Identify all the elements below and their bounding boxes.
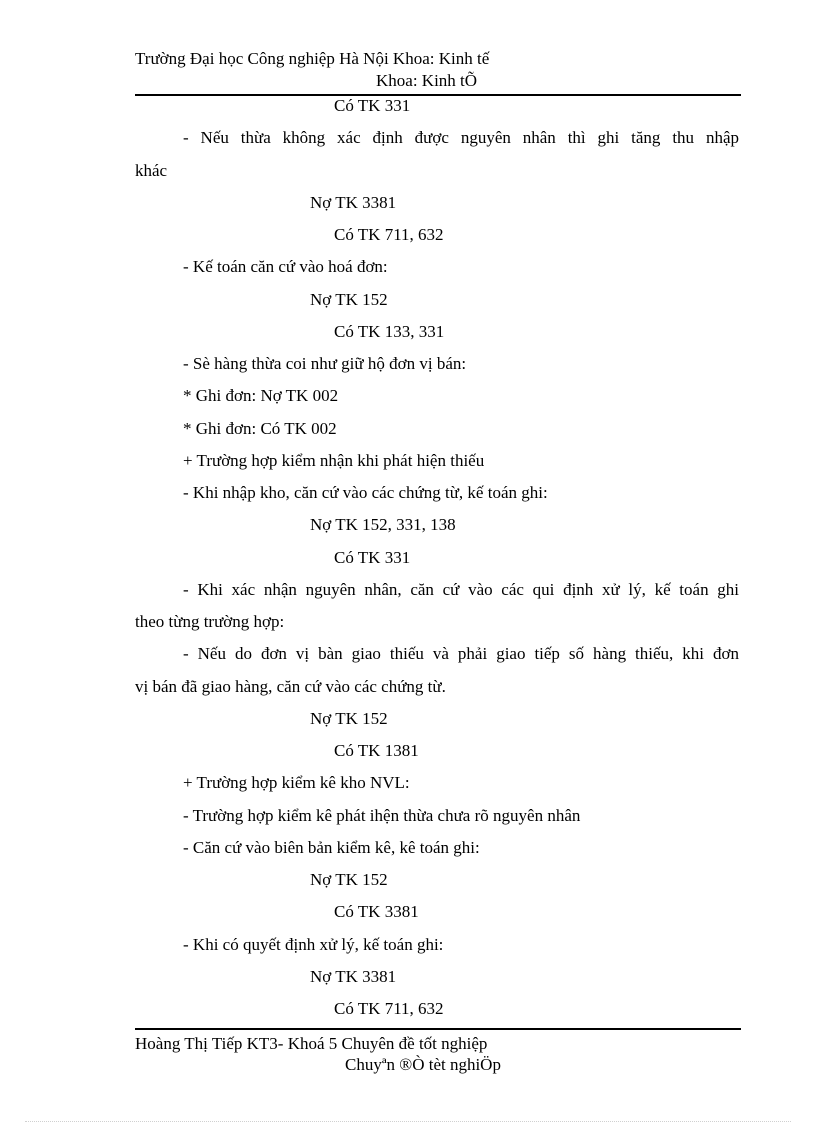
- text-line: - Căn cứ vào biên bản kiểm kê, kê toán ghi:: [183, 838, 480, 857]
- footer-author-line: Hoàng Thị Tiếp KT3- Khoá 5 Chuyên đề tốt nghiệp: [135, 1034, 488, 1053]
- footer-title-line: Chuyªn ®Ò tèt nghiÖp: [345, 1055, 501, 1074]
- debit-entry: Nợ TK 152: [310, 709, 388, 728]
- text-line: - Khi xác nhận nguyên nhân, căn cứ vào các qui định xử lý, kế toán ghi: [183, 580, 739, 599]
- text-line: - Khi nhập kho, căn cứ vào các chứng từ, kế toán ghi:: [183, 483, 548, 502]
- debit-entry: Nợ TK 3381: [310, 193, 397, 212]
- credit-entry: Có TK 1381: [334, 741, 419, 760]
- text-line: * Ghi đơn: Có TK 002: [183, 419, 337, 438]
- text-line: - Kế toán căn cứ vào hoá đơn:: [183, 257, 388, 276]
- debit-entry: Nợ TK 3381: [310, 967, 397, 986]
- text-line: - Trường hợp kiểm kê phát ihện thừa chưa rõ nguyên nhân: [183, 806, 581, 825]
- credit-entry: Có TK 711, 632: [334, 999, 444, 1018]
- credit-entry: Có TK 711, 632: [334, 225, 444, 244]
- text-line: - Sè hàng thừa coi như giữ hộ đơn vị bán:: [183, 354, 467, 373]
- credit-entry: Có TK 331: [334, 548, 411, 567]
- text-line: + Trường hợp kiểm nhận khi phát hiện thiếu: [183, 451, 485, 470]
- header-school-line: Trường Đại học Công nghiệp Hà Nội Khoa: Kinh tế: [135, 49, 490, 68]
- text-line: vị bán đã giao hàng, căn cứ vào các chứng từ.: [135, 677, 446, 696]
- text-line: - Khi có quyết định xử lý, kế toán ghi:: [183, 935, 444, 954]
- header-faculty-line: Khoa: Kinh tÕ: [376, 71, 478, 90]
- text-line: * Ghi đơn: Nợ TK 002: [183, 386, 339, 405]
- debit-entry: Nợ TK 152: [310, 290, 388, 309]
- text-line: theo từng trường hợp:: [135, 612, 285, 631]
- credit-entry: Có TK 3381: [334, 902, 419, 921]
- credit-entry: Có TK 331: [334, 96, 411, 115]
- page-edge-divider: [25, 1121, 791, 1122]
- text-line: khác: [135, 161, 168, 180]
- credit-entry: Có TK 133, 331: [334, 322, 445, 341]
- text-line: + Trường hợp kiểm kê kho NVL:: [183, 773, 410, 792]
- footer-rule: [135, 1028, 741, 1030]
- debit-entry: Nợ TK 152, 331, 138: [310, 515, 456, 534]
- debit-entry: Nợ TK 152: [310, 870, 388, 889]
- text-line: - Nếu thừa không xác định được nguyên nhân thì ghi tăng thu nhập: [183, 128, 739, 147]
- text-line: - Nếu do đơn vị bàn giao thiếu và phải giao tiếp số hàng thiếu, khi đơn: [183, 644, 739, 663]
- header-rule: [135, 94, 741, 96]
